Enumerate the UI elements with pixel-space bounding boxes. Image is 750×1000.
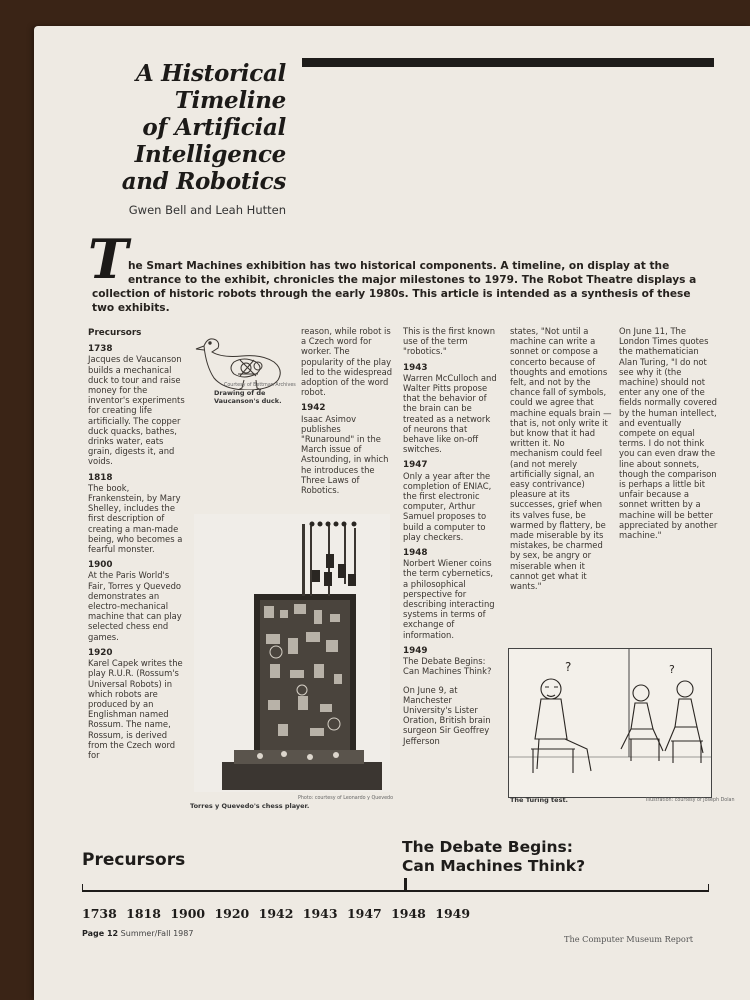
timeline-year: 1900 <box>170 906 206 921</box>
entry-year: 1943 <box>403 362 428 373</box>
title-rule <box>302 58 714 67</box>
entry-year: 1949 <box>403 645 428 656</box>
timeline-divider <box>404 878 407 892</box>
title-line: A Historical <box>135 60 286 87</box>
column-five <box>619 326 719 540</box>
entry-text: Warren McCulloch and Walter Pitts propose that the behavior of the brain can be treated as a network of neurons that behave like on-off switches. <box>403 372 497 455</box>
duck-photo-credit: Courtesy of Bettman Archives <box>224 383 296 388</box>
chess-caption: Torres y Quevedo's chess player. <box>190 802 310 810</box>
timeline-years <box>82 906 702 921</box>
intro-line: entrance to the exhibit, chronicles the major milestones to 1979. The Robot Theatre displays a <box>128 274 697 286</box>
timeline-year: 1942 <box>258 906 294 921</box>
magazine-page <box>34 26 750 1000</box>
entry-text: Only a year after the completion of ENIAC, the first electronic computer, Arthur Samuel proposes to build a computer to play checkers. <box>403 470 492 542</box>
chess-photo-credit: Photo: courtesy of Leonardo y Quevedo <box>298 796 393 801</box>
article-title <box>74 60 286 195</box>
entry-year: 1818 <box>88 472 113 483</box>
timeline-year: 1948 <box>391 906 426 921</box>
title-line: Intelligence <box>134 141 286 168</box>
entry-text: Jacques de Vaucanson builds a mechanical duck to tour and raise money for the inventor's experiments for creating life artificially. The copper duck quacks, bathes, drinks water, eats grain, digests it, and voids. <box>88 354 185 467</box>
timeline-year: 1943 <box>302 906 338 921</box>
timeline-tick <box>708 884 709 892</box>
title-line: Timeline <box>174 87 286 114</box>
cartoon-caption: The Turing test. <box>510 796 569 804</box>
entry-text: The Debate Begins: Can Machines Think? <box>403 656 492 677</box>
caption-line: Drawing of de <box>214 389 266 397</box>
caption-line: Vaucanson's duck. <box>214 396 282 405</box>
column-precursors <box>88 328 188 760</box>
cartoon-credit: Illustration: courtesy of Joseph Dolan <box>646 798 735 803</box>
entry-year: 1738 <box>88 344 113 355</box>
timeline-tick <box>82 884 83 892</box>
heading-line: Can Machines Think? <box>402 857 586 875</box>
entry-text: On June 9, at Manchester University's Lister Oration, British brain surgeon Sir Geoffrey Jefferson <box>403 684 491 746</box>
continued-text: reason, while robot is a Czech word for worker. The popularity of the play led to the widespread adoption of the word robot. <box>301 326 393 398</box>
entry-year: 1900 <box>88 560 113 571</box>
timeline-axis <box>82 890 708 892</box>
title-line: and Robotics <box>121 168 286 195</box>
page-footer-left <box>82 929 193 938</box>
entry-text: At the Paris World's Fair, Torres y Quevedo demonstrates an electro-mechanical machine that can play selected chess end games. <box>88 570 182 642</box>
timeline-year: 1947 <box>346 906 382 921</box>
entry-year: 1942 <box>301 403 326 414</box>
column-three <box>403 326 498 746</box>
issue-date: Summer/Fall 1987 <box>120 929 194 938</box>
entry-text: Isaac Asimov publishes "Runaround" in the March issue of Astounding, in which he introduces the Three Laws of Robotics. <box>301 413 389 496</box>
timeline-heading-debate <box>402 838 585 876</box>
svg-text:?: ? <box>565 660 572 674</box>
timeline-year: 1738 <box>82 906 117 921</box>
entry-year: 1947 <box>403 460 428 471</box>
continued-text: This is the first known use of the term "robotics." <box>403 326 496 357</box>
page-number: Page 12 <box>82 929 119 938</box>
duck-caption <box>214 390 294 405</box>
column-two <box>301 326 393 495</box>
timeline-heading-precursors: Precursors <box>82 850 186 870</box>
intro-line: he Smart Machines exhibition has two historical components. A timeline, on display at the <box>128 260 670 272</box>
turing-test-cartoon <box>508 648 712 798</box>
timeline-year: 1920 <box>214 906 250 921</box>
column-four <box>510 326 614 591</box>
chess-player-photo <box>194 514 390 792</box>
section-heading: Precursors <box>88 328 142 338</box>
quote-text: states, "Not until a machine can write a sonnet or compose a concerto because of thoughts and emotions felt, and not by the chance fall of symbols, could we agree that machine equals brain — that is, not only write it but know that it had written it. No mechanism could feel (and not merely artificially signal, an easy contrivance) pleasure at its successes, grief when its valves fuse, be warmed by flattery, be made miserable by its mistakes, be charmed by sex, be angry or miserable when it cannot get what it wants." <box>510 326 612 592</box>
quote-text: On June 11, The London Times quotes the mathematician Alan Turing, "I do not see why it (the machine) should not enter any one of the fields normally covered by the human intellect, and eventually compete on equal terms. I do not think you can even draw the line about sonnets, though the comparison is perhaps a little bit unfair because a sonnet written by a machine will be better appreciated by another machine." <box>619 326 718 541</box>
svg-text:?: ? <box>669 663 675 676</box>
entry-text: Norbert Wiener coins the term cybernetics, a philosophical perspective for describing interacting systems in terms of exchange of information. <box>403 558 495 640</box>
timeline-year: 1818 <box>126 906 161 921</box>
mechanical-duck-drawing <box>194 326 294 390</box>
title-line: of Artificial <box>142 114 286 141</box>
intro-line: two exhibits. <box>92 302 170 314</box>
byline: Gwen Bell and Leah Hutten <box>128 203 286 217</box>
timeline-year: 1949 <box>435 906 471 921</box>
publication-name: The Computer Museum Report <box>564 934 694 944</box>
entry-year: 1948 <box>403 548 428 559</box>
drop-cap: T <box>88 227 129 291</box>
entry-year: 1920 <box>88 647 113 658</box>
intro-paragraph <box>92 259 722 315</box>
intro-line: collection of historic robots through the early 1980s. This article is intended as a synthesis of these <box>92 288 691 300</box>
entry-text: The book, Frankenstein, by Mary Shelley, includes the first description of creating a man-made being, who becomes a fearful monster. <box>88 482 183 555</box>
entry-text: Karel Capek writes the play R.U.R. (Rossum's Universal Robots) in which robots are produced by an Englishman named Rossum. The name, Rossum, is derived from the Czech word for <box>88 658 183 760</box>
heading-line: The Debate Begins: <box>402 838 573 856</box>
